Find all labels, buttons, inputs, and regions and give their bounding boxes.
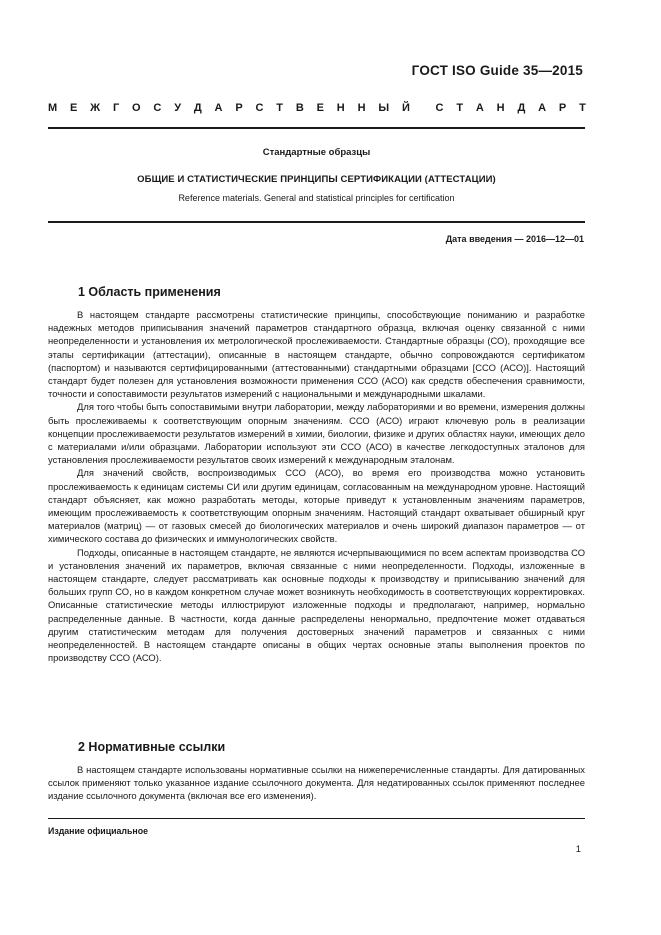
paragraph: В настоящем стандарте использованы нормативные ссылки на нижеперечисленные стандарты. Для датированных ссылок применяют только указанное издание ссылочного документа. Для недатированных ссылок применяют последнее издание ссылочного документа (включая все его изменения). (48, 764, 585, 802)
banner-letter: Д (517, 102, 526, 114)
banner-letter: Г (112, 102, 120, 114)
banner-letter: Р (235, 102, 243, 114)
paragraph: В настоящем стандарте рассмотрены статистические принципы, способствующие пониманию и разработке надежных методов приписывания значений параметров стандартного образца, включая оценку связанной с ними неопределенности и установления их метрологической прослеживаемости. Стандартные образцы (СО), проходящие все этапы сертификации (аттестации), описанные в настоящем стандарте, обычно сопровождаются сертификатом (паспортом) и называются сертифицированными (аттестованными) стандартными образцами [ССО (АСО)]. Настоящий стандарт будет полезен для установления возможности применения ССО (АСО) как средств обеспечения сравнимости, точности и сопоставимости результатов измерений с национальными и международными шкалами. (48, 309, 585, 400)
paragraph: Для того чтобы быть сопоставимыми внутри лаборатории, между лабораториями и во времени, измерения должны быть прослеживаемы к соответствующим опорным значениям. ССО (АСО) играют ключевую роль в реализации концепции прослеживаемости результатов измерений в химии, биологии, физике и других областях науки, имеющих дело с материалами и/или образцами. Лаборатории используют эти ССО (АСО) в качестве легкодоступных эталонов для установления прослеживаемости результатов своих измерений к международным эталонам. (48, 401, 585, 466)
english-title: Reference materials. General and statistical principles for certification (178, 193, 455, 203)
title-divider (48, 221, 585, 223)
banner-letter: А (475, 102, 484, 114)
banner-letter: Т (456, 102, 464, 114)
banner-letter: Е (316, 102, 324, 114)
footer-divider (48, 818, 585, 819)
banner-letter: Ж (90, 102, 101, 114)
banner-letter: Д (193, 102, 202, 114)
section-heading-scope: 1 Область применения (78, 285, 221, 299)
banner-letter: С (153, 102, 162, 114)
banner-letter: С (255, 102, 264, 114)
banner-letter: Т (579, 102, 586, 114)
banner-letter: Т (276, 102, 284, 114)
banner-letter: С (435, 102, 444, 114)
banner-letter: В (295, 102, 304, 114)
banner-letter: О (132, 102, 141, 114)
banner-letter: Н (357, 102, 366, 114)
paragraph: Для значений свойств, воспроизводимых ССО (АСО), во время его производства можно установить прослеживаемость к единицам системы СИ или другим единицам, согласованным на международном уровне. Настоящий стандарт объясняет, как можно разработать методы, которые приведут к установленным значениям параметров, имеющим прослеживаемость к соответствующим опорным значениям. Настоящий стандарт охватывает обширный круг материалов (матриц) — от газовых смесей до биологических материалов и очень широкий диапазон параметров — от химического состава до физических и иммунологических свойств. (48, 467, 585, 545)
page-number: 1 (575, 844, 581, 855)
section-heading-normative-references: 2 Нормативные ссылки (78, 740, 226, 754)
introduction-date: Дата введения — 2016—12—01 (445, 234, 584, 244)
banner-letter: А (538, 102, 547, 114)
banner-letter: Ы (378, 102, 390, 114)
banner-letter: А (214, 102, 223, 114)
standard-code: ГОСТ ISO Guide 35—2015 (411, 63, 583, 78)
paragraph: Подходы, описанные в настоящем стандарте, не являются исчерпывающимися по всем аспектам производства СО и установления значений их параметров, включая связанные с ними неопределенности. Подходы, изложенные в настоящем стандарте, следует рассматривать как основные подходы к производству и приписыванию значений для больших групп СО, но в каждом конкретном случае может возникнуть необходимость в соответствующих корректировках. Описанные статистические методы иллюстрируют изложенные подходы и предполагают, например, нормально распределенные данные. В частности, когда данные распределены ненормально, предпочтение может отдаваться другим статистическим методам для получения достоверных значений параметров и связанных с ними неопределенностей. В настоящем стандарте описаны в общих чертах основные этапы выполнения проектов по производству ССО (АСО). (48, 546, 585, 664)
section-body-normative-references (48, 763, 585, 803)
banner-letter: Е (70, 102, 78, 114)
document-title: ОБЩИЕ И СТАТИСТИЧЕСКИЕ ПРИНЦИПЫ СЕРТИФИКАЦИИ (АТТЕСТАЦИИ) (137, 174, 496, 185)
banner-letter: Р (558, 102, 567, 114)
section-body-scope (48, 308, 585, 664)
banner-letter: У (174, 102, 182, 114)
interstate-standard-banner (48, 101, 586, 115)
banner-letter: М (48, 102, 58, 114)
banner-letter: Н (336, 102, 345, 114)
edition-label: Издание официальное (48, 826, 148, 836)
document-subtitle: Стандартные образцы (262, 147, 371, 158)
banner-letter: Й (401, 102, 410, 114)
banner-letter: Н (496, 102, 505, 114)
header-divider (48, 127, 585, 129)
